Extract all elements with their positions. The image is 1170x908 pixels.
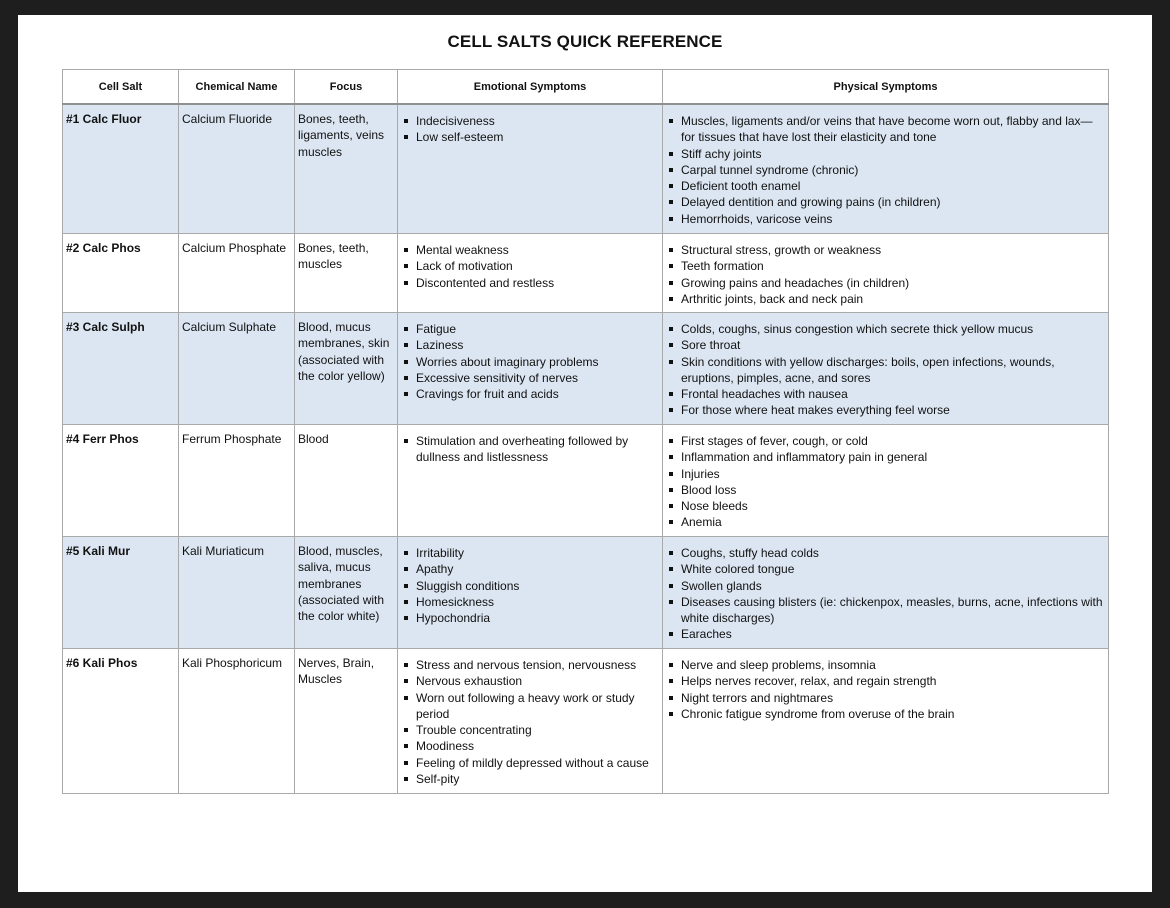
list-item: Delayed dentition and growing pains (in children) [666,194,1105,210]
list-item: Self-pity [401,771,659,787]
focus: Blood, muscles, saliva, mucus membranes (associated with the color white) [295,537,398,649]
list-item: Swollen glands [666,578,1105,594]
table-row [63,425,1109,537]
list-item: Lack of motivation [401,258,659,274]
list-item: Laziness [401,337,659,353]
list-item: Irritability [401,545,659,561]
list-item: Sore throat [666,337,1105,353]
physical-symptoms [663,313,1109,425]
list-item: Muscles, ligaments and/or veins that have become worn out, flabby and lax—for tissues that have lost their elasticity and tone [666,113,1105,146]
list-item: First stages of fever, cough, or cold [666,433,1105,449]
chemical-name: Calcium Fluoride [179,104,295,234]
physical-symptoms [663,649,1109,794]
emotional-symptoms [398,104,663,234]
table-row [63,234,1109,313]
chemical-name: Kali Phosphoricum [179,649,295,794]
list-item: Cravings for fruit and acids [401,386,659,402]
list-item: Arthritic joints, back and neck pain [666,291,1105,307]
list-item: Frontal headaches with nausea [666,386,1105,402]
list-item: Discontented and restless [401,275,659,291]
list-item: Deficient tooth enamel [666,178,1105,194]
chemical-name: Kali Muriaticum [179,537,295,649]
cell-salt: #1 Calc Fluor [63,104,179,234]
list-item: Apathy [401,561,659,577]
list-item: Nose bleeds [666,498,1105,514]
chemical-name: Calcium Sulphate [179,313,295,425]
table-header-row [63,70,1109,105]
list-item: Worries about imaginary problems [401,354,659,370]
header-physical-symptoms: Physical Symptoms [663,70,1109,105]
cell-salt: #3 Calc Sulph [63,313,179,425]
list-item: Diseases causing blisters (ie: chickenpox, measles, burns, acne, infections with white discharges) [666,594,1105,627]
list-item: Inflammation and inflammatory pain in general [666,449,1105,465]
list-item: Sluggish conditions [401,578,659,594]
list-item: Worn out following a heavy work or study period [401,690,659,723]
list-item: Mental weakness [401,242,659,258]
list-item: Structural stress, growth or weakness [666,242,1105,258]
physical-symptoms [663,425,1109,537]
list-item: Earaches [666,626,1105,642]
list-item: Colds, coughs, sinus congestion which secrete thick yellow mucus [666,321,1105,337]
table-row [63,537,1109,649]
focus: Blood, mucus membranes, skin (associated with the color yellow) [295,313,398,425]
emotional-symptoms [398,234,663,313]
chemical-name: Ferrum Phosphate [179,425,295,537]
document-page [18,15,1152,892]
list-item: Teeth formation [666,258,1105,274]
list-item: Helps nerves recover, relax, and regain strength [666,673,1105,689]
list-item: Feeling of mildly depressed without a cause [401,755,659,771]
list-item: Stiff achy joints [666,146,1105,162]
header-cell-salt: Cell Salt [63,70,179,105]
emotional-symptoms [398,425,663,537]
list-item: Night terrors and nightmares [666,690,1105,706]
list-item: Chronic fatigue syndrome from overuse of the brain [666,706,1105,722]
focus: Bones, teeth, muscles [295,234,398,313]
table-row [63,313,1109,425]
physical-symptoms [663,234,1109,313]
emotional-symptoms [398,537,663,649]
header-chemical-name: Chemical Name [179,70,295,105]
cell-salts-table [62,69,1109,794]
list-item: Trouble concentrating [401,722,659,738]
header-focus: Focus [295,70,398,105]
table-row [63,649,1109,794]
cell-salt: #6 Kali Phos [63,649,179,794]
emotional-symptoms [398,313,663,425]
cell-salt: #5 Kali Mur [63,537,179,649]
list-item: Nervous exhaustion [401,673,659,689]
list-item: Stimulation and overheating followed by dullness and listlessness [401,433,659,466]
list-item: Low self-esteem [401,129,659,145]
list-item: Coughs, stuffy head colds [666,545,1105,561]
list-item: Indecisiveness [401,113,659,129]
page-title: CELL SALTS QUICK REFERENCE [447,32,723,51]
cell-salt: #4 Ferr Phos [63,425,179,537]
header-emotional-symptoms: Emotional Symptoms [398,70,663,105]
list-item: Hypochondria [401,610,659,626]
list-item: Moodiness [401,738,659,754]
list-item: Carpal tunnel syndrome (chronic) [666,162,1105,178]
focus: Nerves, Brain, Muscles [295,649,398,794]
list-item: Nerve and sleep problems, insomnia [666,657,1105,673]
list-item: Skin conditions with yellow discharges: boils, open infections, wounds, eruptions, pimples, acne, and sores [666,354,1105,387]
list-item: Anemia [666,514,1105,530]
cell-salt: #2 Calc Phos [63,234,179,313]
list-item: Stress and nervous tension, nervousness [401,657,659,673]
list-item: Homesickness [401,594,659,610]
chemical-name: Calcium Phosphate [179,234,295,313]
list-item: Hemorrhoids, varicose veins [666,211,1105,227]
list-item: White colored tongue [666,561,1105,577]
table-row [63,104,1109,234]
focus: Bones, teeth, ligaments, veins muscles [295,104,398,234]
list-item: Injuries [666,466,1105,482]
list-item: Blood loss [666,482,1105,498]
list-item: Growing pains and headaches (in children) [666,275,1105,291]
focus: Blood [295,425,398,537]
list-item: Fatigue [401,321,659,337]
list-item: For those where heat makes everything feel worse [666,402,1105,418]
physical-symptoms [663,537,1109,649]
list-item: Excessive sensitivity of nerves [401,370,659,386]
emotional-symptoms [398,649,663,794]
physical-symptoms [663,104,1109,234]
